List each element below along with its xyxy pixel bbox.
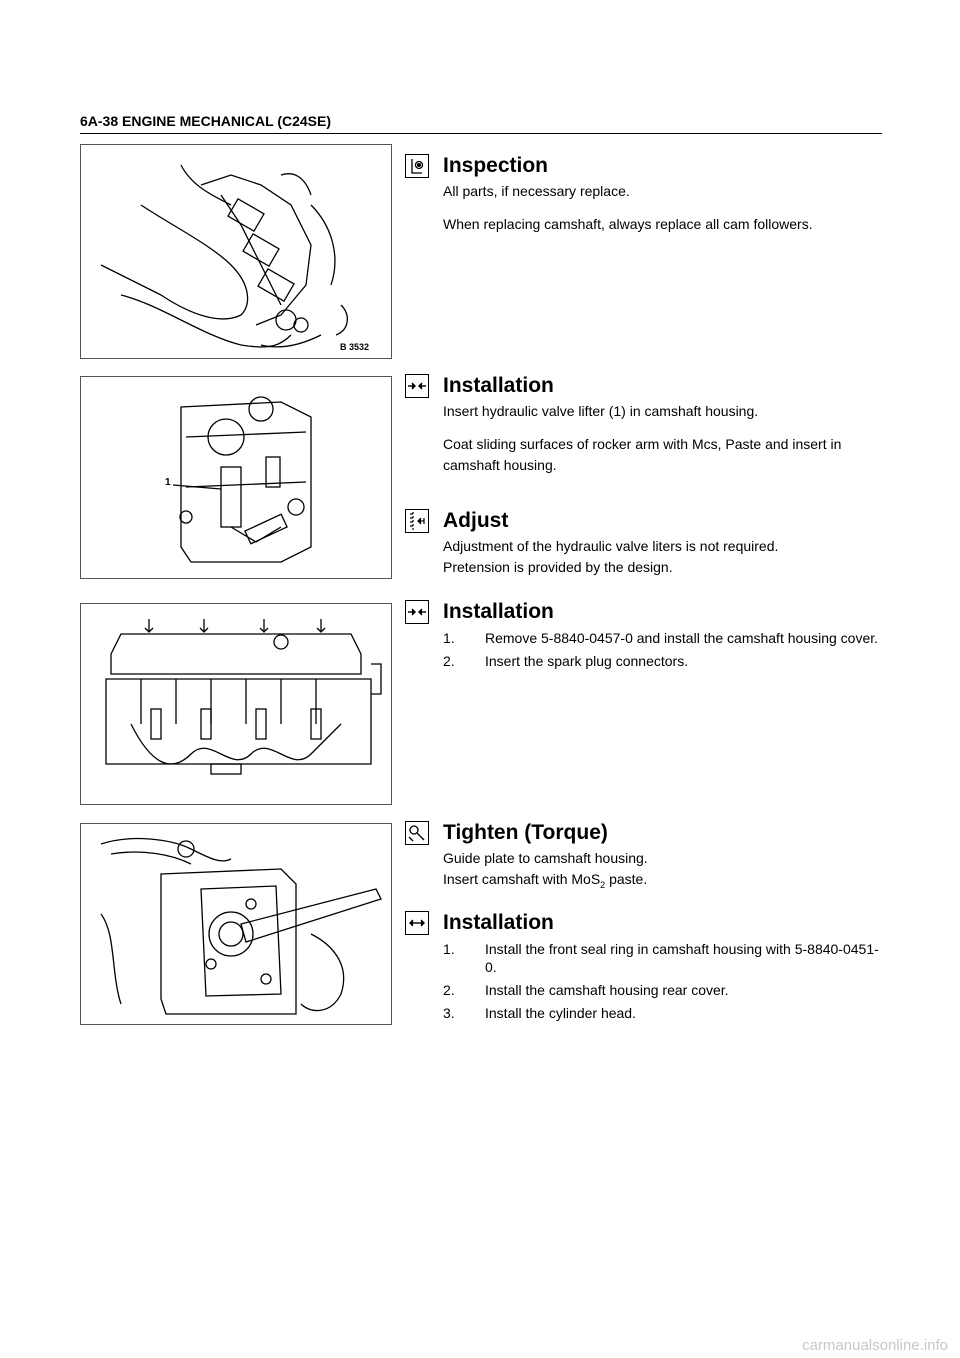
section-tighten-torque — [405, 818, 885, 896]
paragraph: Adjustment of the hydraulic valve liters is not required. — [443, 538, 779, 554]
paragraph: Insert hydraulic valve lifter (1) in camshaft housing. — [443, 403, 759, 419]
list-item: 1. Remove 5-8840-0457-0 and install the camshaft housing cover. — [443, 630, 879, 646]
list-item: 3. Install the cylinder head. — [443, 1005, 636, 1021]
section-title: Tighten (Torque) — [443, 821, 608, 844]
page-header: 6A-38 ENGINE MECHANICAL (C24SE) — [80, 113, 882, 134]
section-title: Inspection — [443, 154, 549, 177]
step-list — [405, 940, 885, 1022]
list-item: 2. Install the camshaft housing rear cover. — [443, 982, 729, 998]
section-installation-seal — [405, 908, 885, 1027]
paragraph: Insert camshaft with MoS$_2$ paste. — [443, 871, 648, 890]
section-adjust — [405, 506, 885, 578]
installation-icon — [405, 911, 429, 935]
section-title: Installation — [443, 911, 554, 934]
figure-caption: B 3532 — [339, 342, 369, 352]
watermark: carmanualsonline.info — [802, 1337, 948, 1354]
paragraph: When replacing camshaft, always replace all cam followers. — [443, 216, 813, 232]
paragraph: All parts, if necessary replace. — [443, 183, 630, 199]
section-installation-lifter — [405, 371, 885, 476]
figure-tighten-torque — [80, 823, 392, 1025]
section-title: Installation — [443, 600, 554, 623]
step-list — [405, 629, 885, 670]
section-title: Adjust — [443, 509, 509, 532]
figure-camshaft-inspection — [80, 144, 392, 359]
inspection-icon — [405, 154, 429, 178]
section-title: Installation — [443, 374, 554, 397]
paragraph: Guide plate to camshaft housing. — [443, 850, 648, 866]
section-installation-cover — [405, 597, 885, 675]
installation-icon — [405, 374, 429, 398]
figure-housing-cover — [80, 603, 392, 805]
section-inspection — [405, 151, 885, 235]
list-item: 1. Install the front seal ring in camshaft housing with 5-8840-0451-0. — [443, 941, 879, 975]
figure-valve-lifter — [80, 376, 392, 579]
paragraph: Coat sliding surfaces of rocker arm with Mcs, Paste and insert in camshaft housing. — [443, 436, 842, 473]
list-item: 2. Insert the spark plug connectors. — [443, 653, 689, 669]
torque-wrench-icon — [405, 821, 429, 845]
paragraph: Pretension is provided by the design. — [443, 559, 673, 575]
figure-label-1: 1 — [165, 477, 171, 488]
installation-icon — [405, 600, 429, 624]
adjust-icon — [405, 509, 429, 533]
